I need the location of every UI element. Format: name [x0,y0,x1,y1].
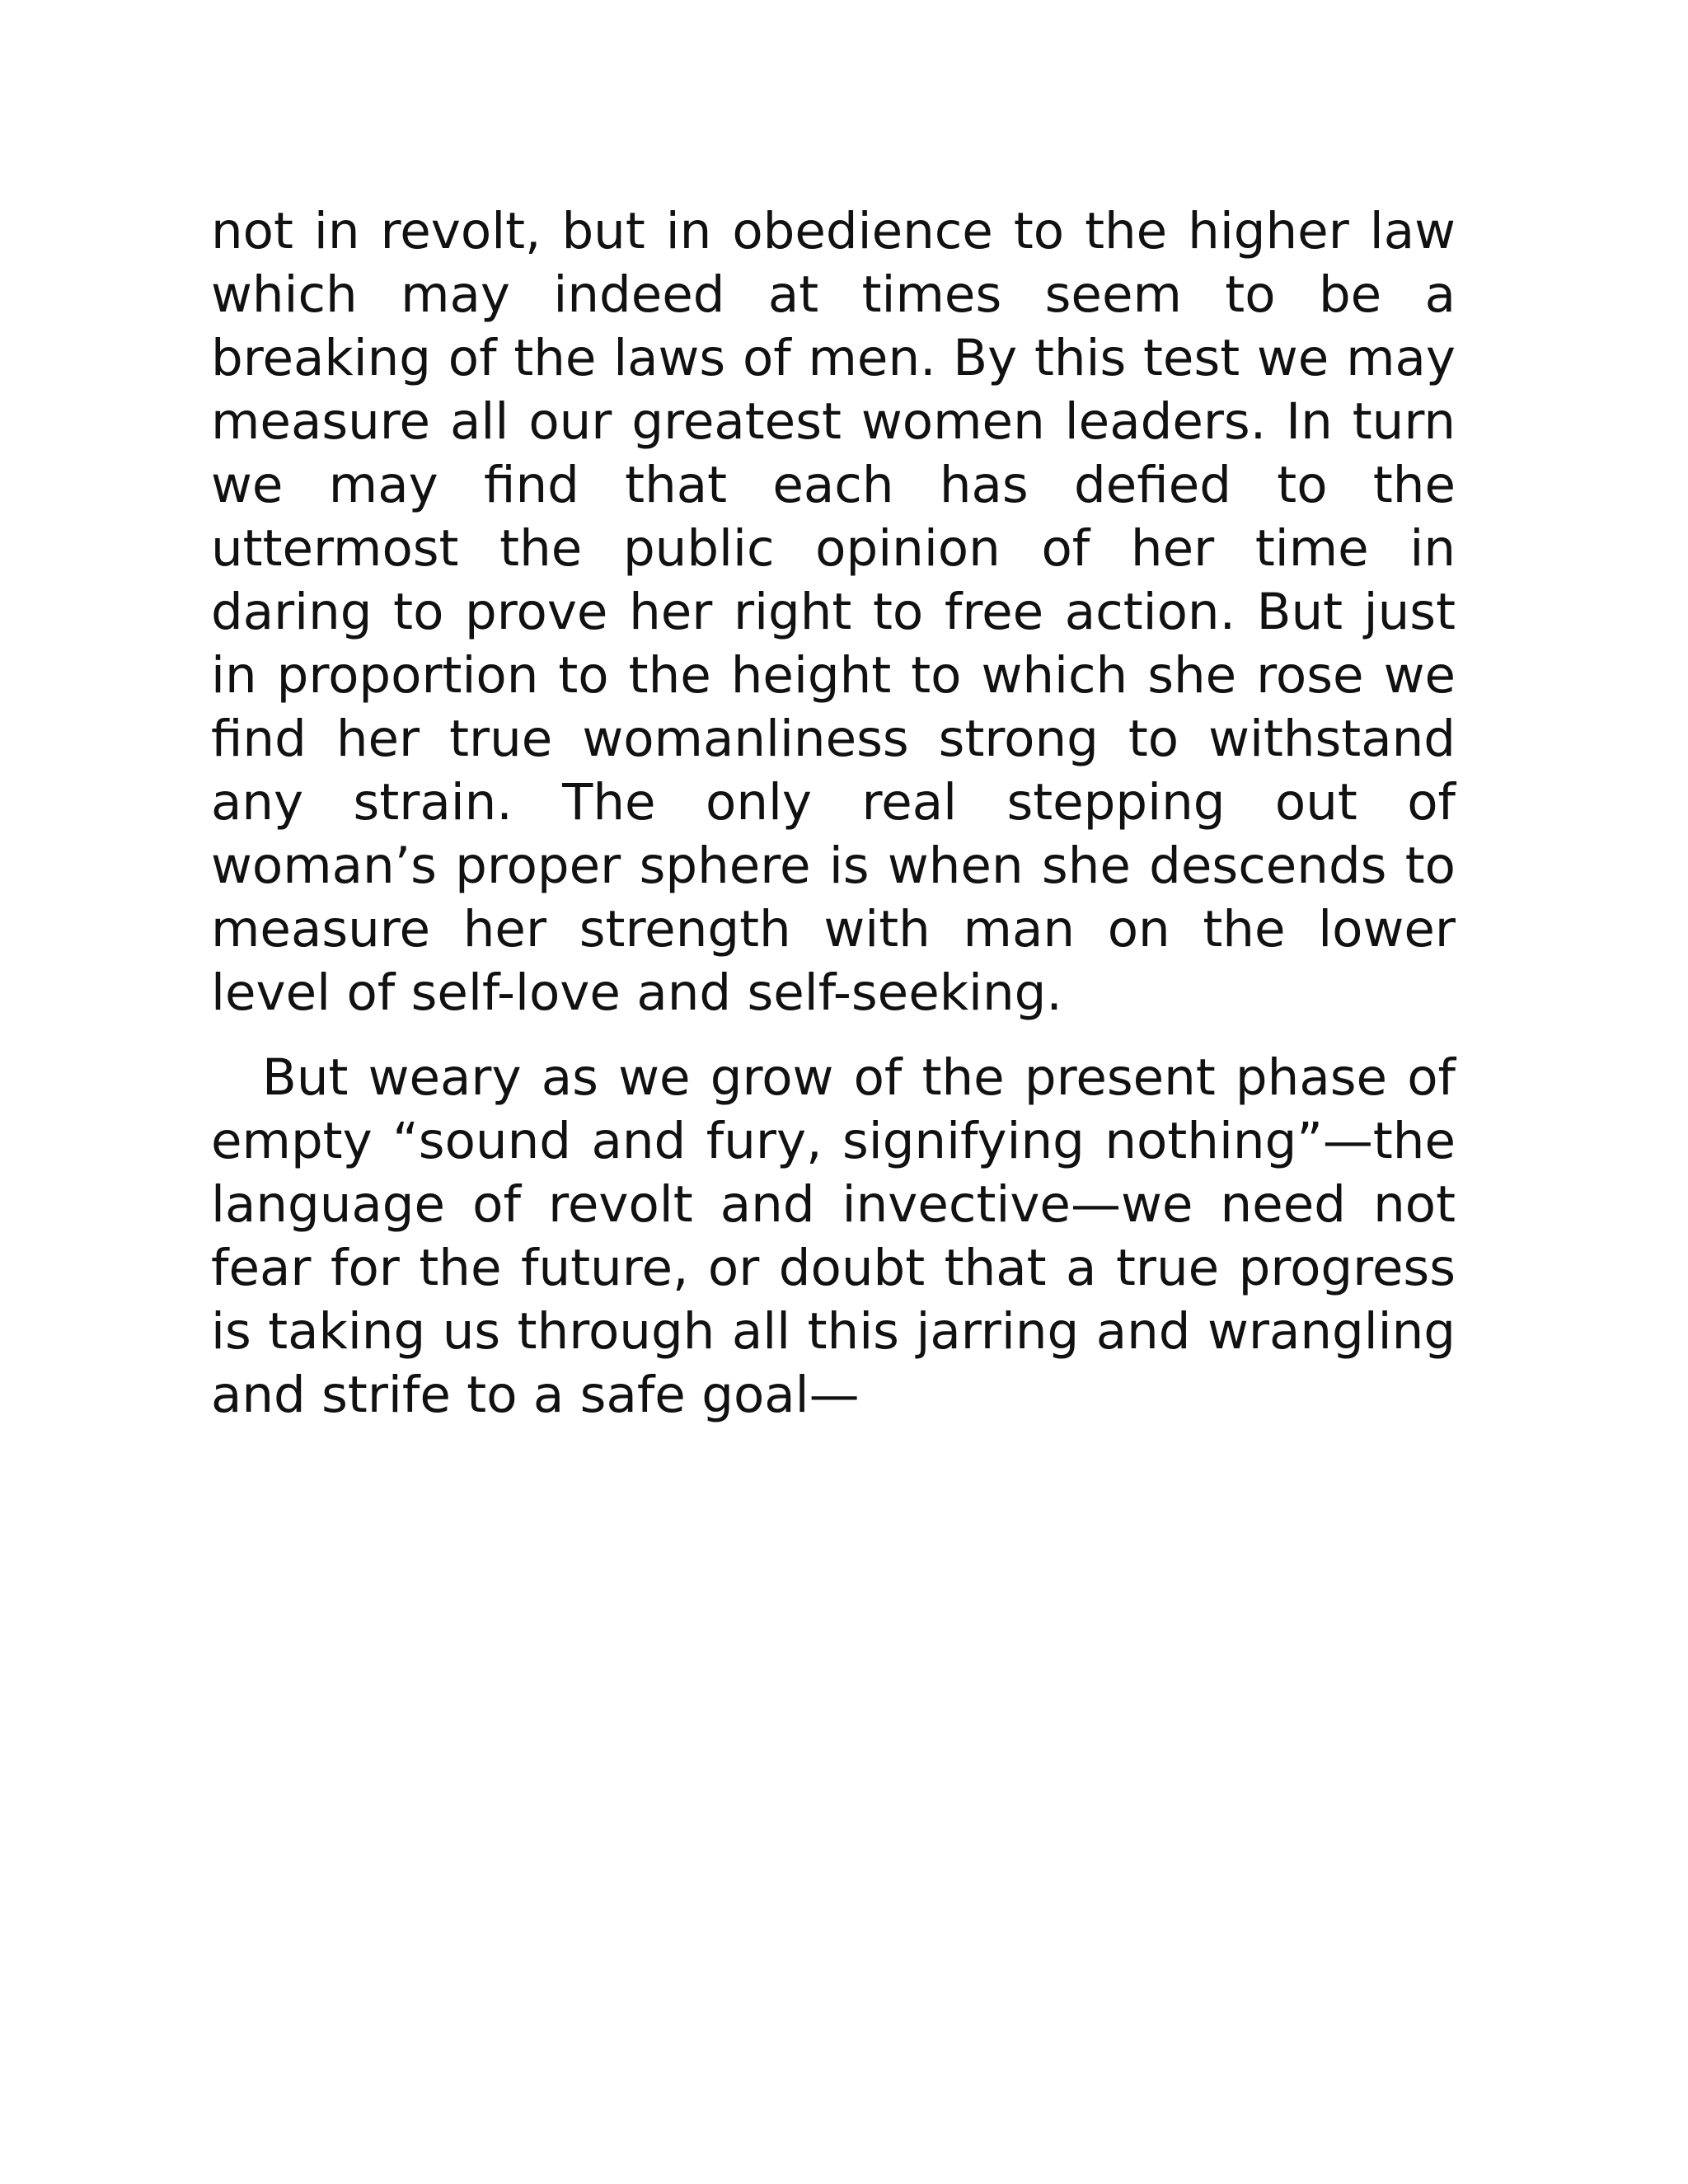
page-body-text [211,199,1456,1427]
paragraph-2: But weary as we grow of the present phase of empty “sound and fury, signifying nothing”—the language of revolt and invective—we need not fear for the future, or doubt that a true progress is taking us through all this jarring and wrangling and strife to a safe goal— [211,1048,1456,1424]
paragraph-1: not in revolt, but in obedience to the higher law which may indeed at times seem to be a breaking of the laws of men. By this test we may measure all our greatest women leaders. In turn we may find that each has defied to the uttermost the public opinion of her time in daring to prove her right to free action. But just in proportion to the height to which she rose we find her true womanliness strong to withstand any strain. The only real stepping out of woman’s proper sphere is when she descends to measure her strength with man on the lower level of self-love and self-seeking. [211,202,1456,1022]
